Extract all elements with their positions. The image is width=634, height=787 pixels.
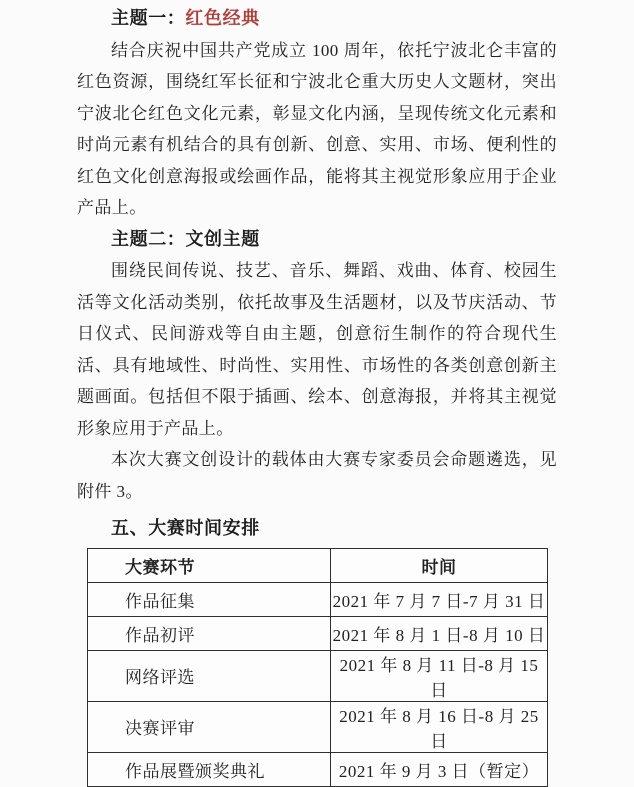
time-column-header: 时间 (331, 548, 548, 582)
theme-1-paragraph: 结合庆祝中国共产党成立 100 周年，依托宁波北仑丰富的红色资源，围绕红军长征和宁波北仑重大历史人文题材，突出宁波北仑红色文化元素，彰显文化内涵，呈现传统文化元素和时尚元素有机结合的具有创新、创意、实用、市场、便利性的红色文化创意海报或绘画作品，能将其主视觉形象应用于企业产品上。 (77, 40, 557, 217)
table-row (88, 616, 548, 650)
table-row (88, 582, 548, 616)
stage-column-header: 大赛环节 (88, 548, 331, 582)
time-cell: 2021 年 8 月 11 日-8 月 15 日 (331, 650, 548, 701)
table-row (88, 650, 548, 701)
stage-cell: 作品展暨颁奖典礼 (88, 752, 331, 786)
theme-2-paragraph: 围绕民间传说、技艺、音乐、舞蹈、戏曲、体育、校园生活等文化活动类别，依托故事及生活题材，以及节庆活动、节日仪式、民间游戏等自由主题，创意衍生制作的符合现代生活、具有地域性、时尚性、实用性、市场性的各类创意创新主题画面。包括但不限于插画、绘本、创意海报，并将其主视觉形象应用于产品上。 (77, 261, 557, 438)
table-row (88, 752, 548, 786)
carrier-note-paragraph: 本次大赛文创设计的载体由大赛专家委员会命题遴选，见附件 3。 (77, 450, 557, 501)
time-cell: 2021 年 8 月 1 日-8 月 10 日 (331, 616, 548, 650)
stage-cell: 作品初评 (88, 616, 331, 650)
theme-1-heading-prefix: 主题一： (111, 8, 186, 28)
time-cell: 2021 年 7 月 7 日-7 月 31 日 (331, 582, 548, 616)
schedule-section-heading: 五、大赛时间安排 (111, 518, 260, 538)
table-header-row (88, 548, 548, 582)
time-cell: 2021 年 8 月 16 日-8 月 25 日 (331, 701, 548, 752)
theme-2-heading-prefix: 主题二： (111, 228, 186, 249)
stage-cell: 作品征集 (88, 582, 331, 616)
stage-cell: 决赛评审 (88, 701, 331, 752)
time-cell: 2021 年 9 月 3 日（暂定） (331, 752, 548, 786)
schedule-table (87, 548, 548, 787)
theme-1-heading (77, 3, 557, 35)
theme-2-heading-title: 文创主题 (185, 228, 260, 249)
stage-cell: 网络评选 (88, 650, 331, 701)
theme-1-heading-title: 红色经典 (185, 8, 260, 28)
theme-2-heading (77, 224, 557, 256)
